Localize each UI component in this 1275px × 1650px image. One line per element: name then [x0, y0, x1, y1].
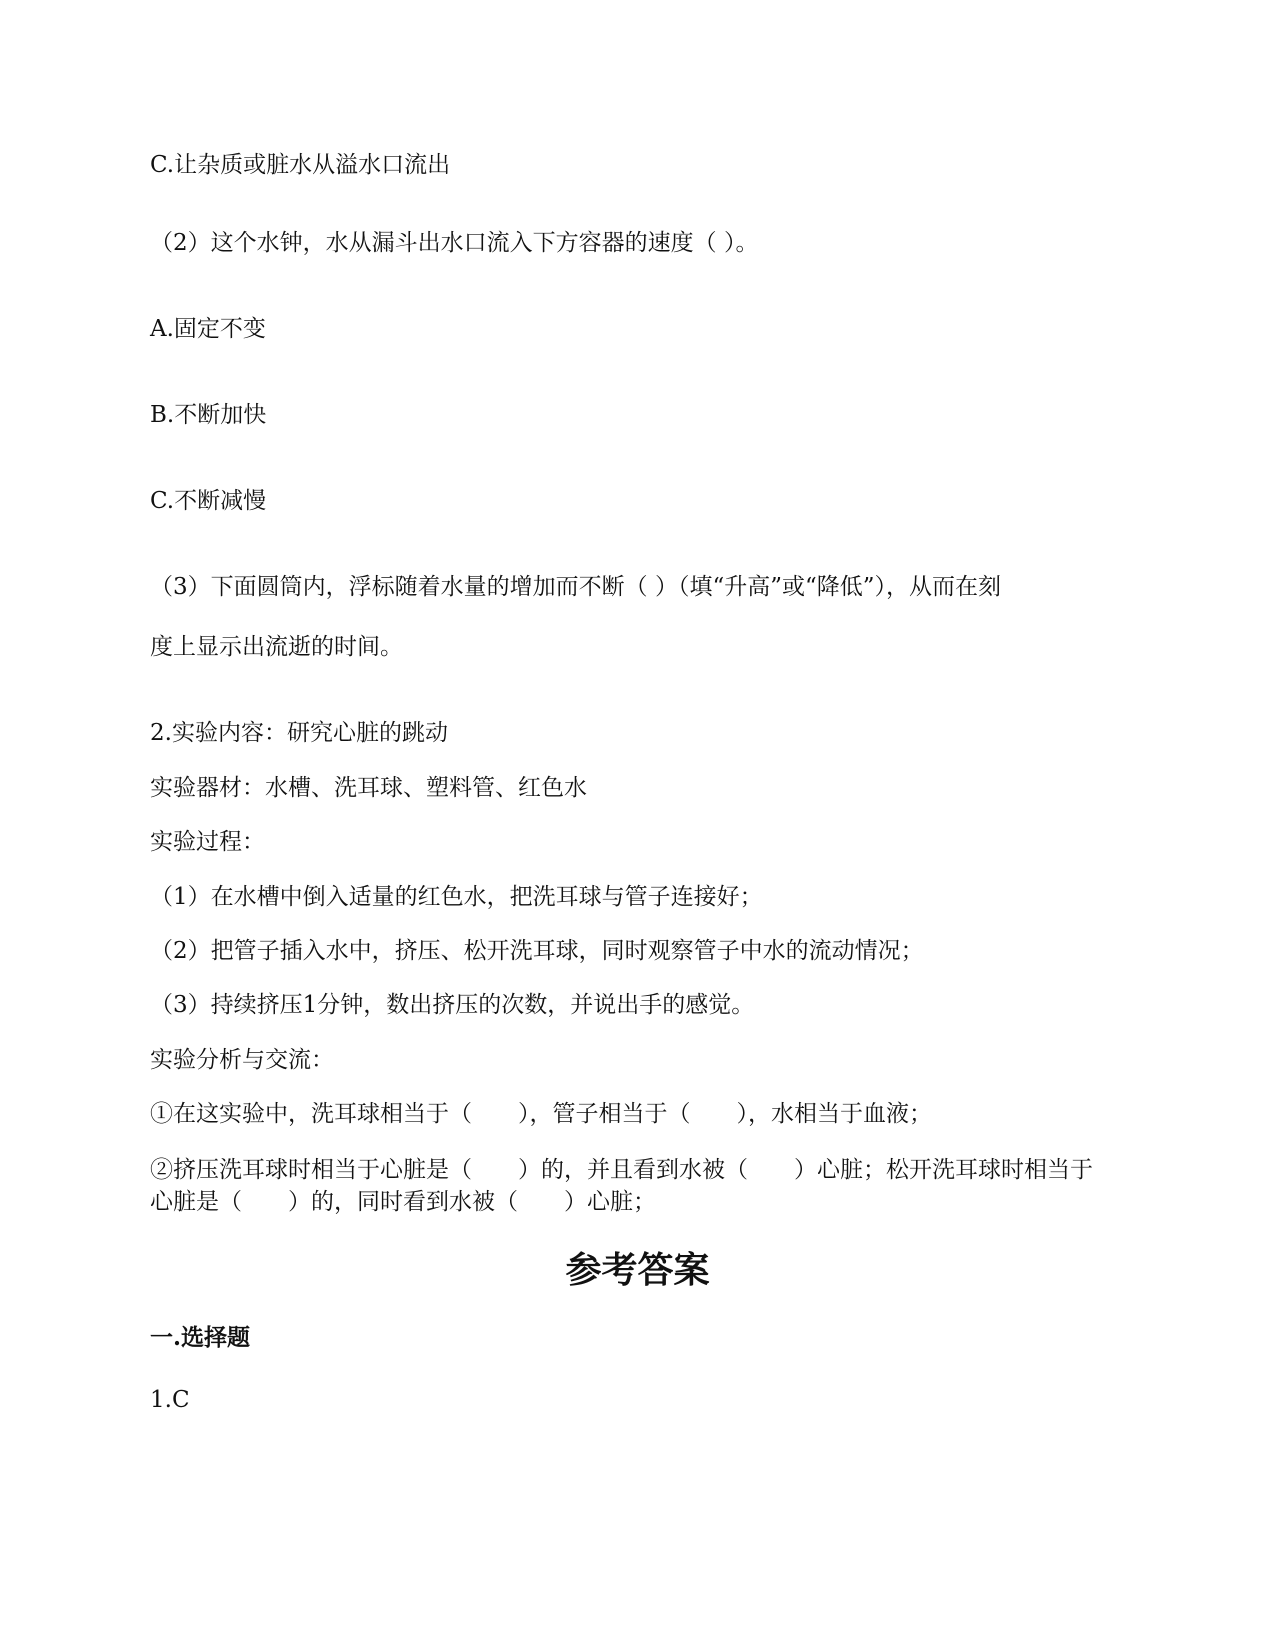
section-multiple-choice: 一.选择题	[150, 1324, 251, 1351]
option-c-overflow: C.让杂质或脏水从溢水口流出	[150, 152, 451, 178]
question-2-speed: （2）这个水钟，水从漏斗出水口流入下方容器的速度（ ）。	[150, 230, 759, 256]
experiment-process-label: 实验过程：	[150, 829, 265, 855]
option-c-slower: C.不断减慢	[150, 488, 267, 514]
analysis-label: 实验分析与交流：	[150, 1047, 334, 1073]
process-step-1: （1）在水槽中倒入适量的红色水，把洗耳球与管子连接好；	[150, 884, 763, 910]
experiment-materials: 实验器材：水槽、洗耳球、塑料管、红色水	[150, 775, 587, 801]
question-3-float-line1: （3）下面圆筒内，浮标随着水量的增加而不断（ ）（填“升高”或“降低”），从而在刻	[150, 574, 1001, 600]
answer-1: 1.C	[150, 1387, 190, 1413]
answers-title: 参考答案	[565, 1249, 710, 1291]
process-step-3: （3）持续挤压1分钟，数出挤压的次数，并说出手的感觉。	[150, 992, 755, 1018]
question-3-float-line2: 度上显示出流逝的时间。	[150, 634, 403, 660]
option-a-fixed: A.固定不变	[150, 316, 266, 342]
process-step-2: （2）把管子插入水中，挤压、松开洗耳球，同时观察管子中水的流动情况；	[150, 938, 924, 964]
analysis-item-1: ①在这实验中，洗耳球相当于（ ），管子相当于（ ），水相当于血液；	[150, 1101, 932, 1127]
experiment-2-title: 2.实验内容：研究心脏的跳动	[150, 720, 448, 746]
option-b-faster: B.不断加快	[150, 402, 267, 428]
analysis-item-2: ②挤压洗耳球时相当于心脏是（ ）的，并且看到水被（ ）心脏；松开洗耳球时相当于心脏是（ ）的，同时看到水被（ ）心脏；	[150, 1157, 1093, 1215]
